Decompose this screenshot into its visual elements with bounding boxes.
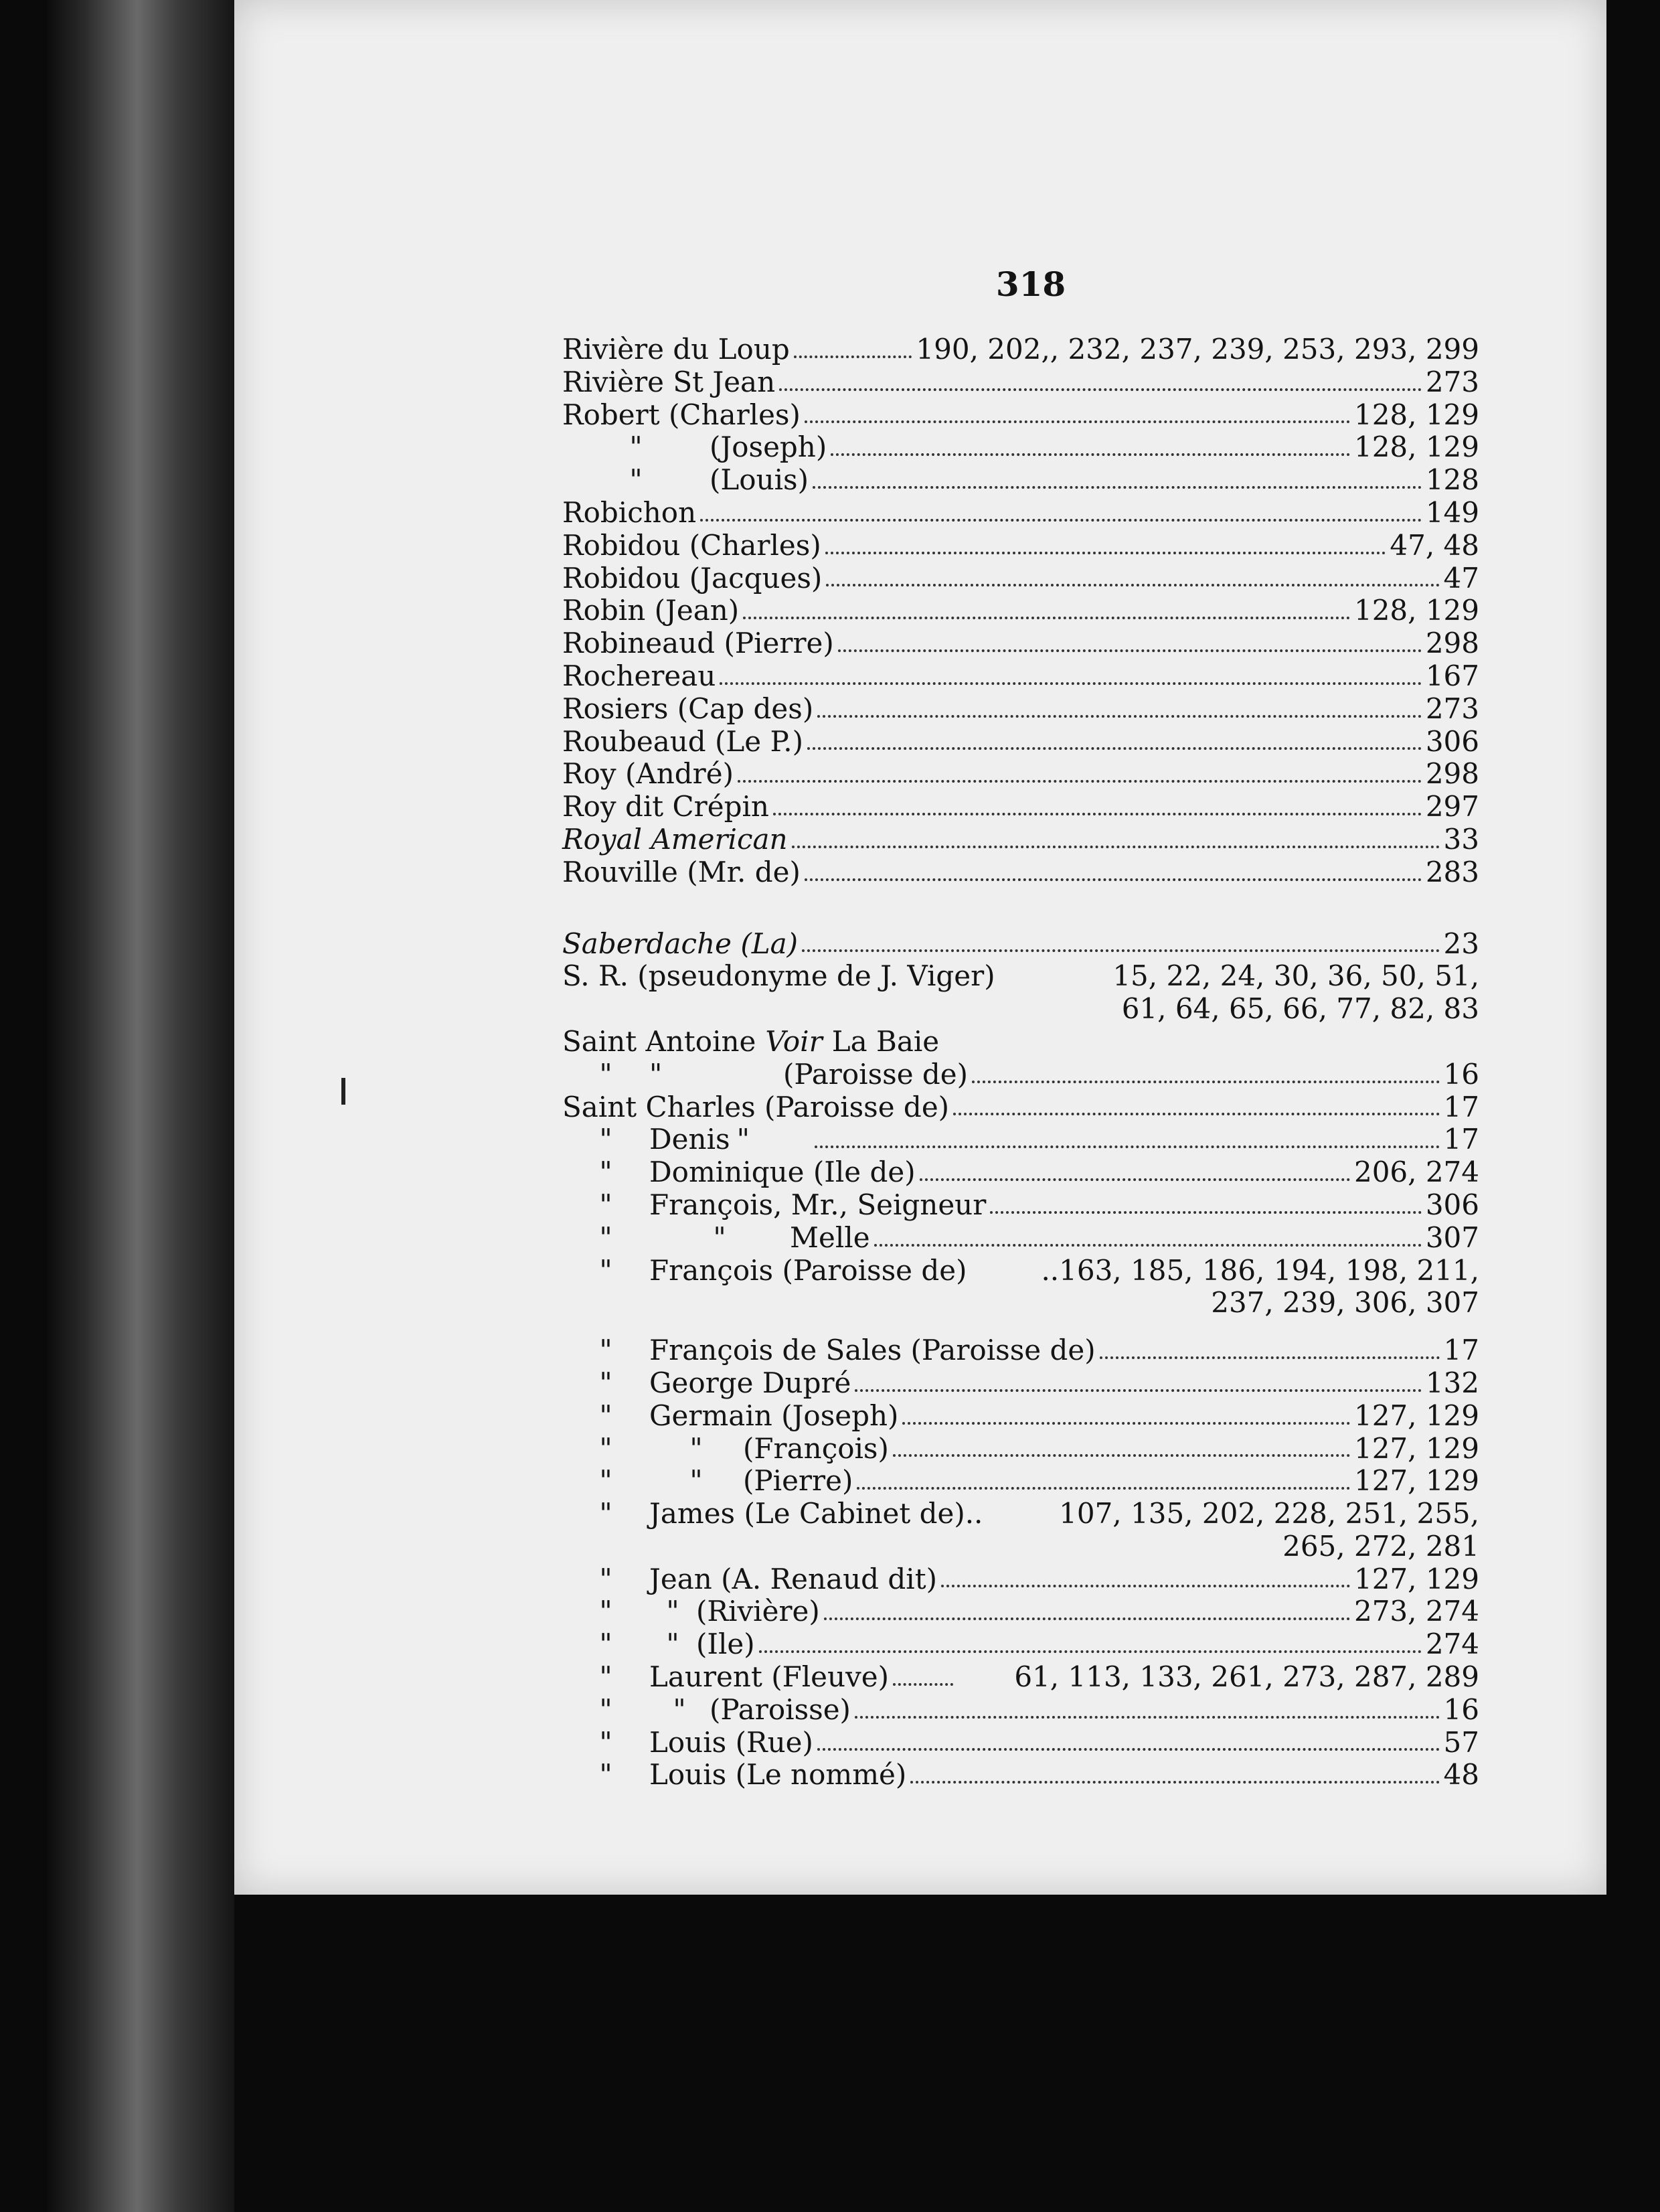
entry-name: Robidou (Charles) [562,528,821,562]
entry-name: Germain (Joseph) [649,1399,899,1432]
ditto-mark: " [599,1156,612,1189]
page-refs: 298 [1425,757,1479,791]
leader-dots [807,747,1422,750]
ditto-mark: " [599,1660,612,1694]
page-refs: 16 [1443,1057,1479,1091]
ditto-mark: " [689,1464,703,1498]
page-refs: 307 [1425,1220,1479,1254]
page-refs: 265, 272, 281 [1282,1529,1479,1563]
entry-name: Dominique (Ile de) [649,1156,916,1189]
entry-name: Denis [649,1123,730,1156]
leader-dots [824,1617,1350,1620]
ditto-mark: " [599,1057,612,1091]
entry-name: (Ile) [696,1628,755,1661]
leader-dots [972,1081,1440,1083]
index-entry [562,1433,1479,1466]
index-entry [562,960,1479,993]
ditto-mark: " [599,1464,612,1498]
index-entry [562,1759,1479,1792]
entry-name: (Paroisse de) [783,1057,969,1091]
leader-dots [805,420,1350,423]
entry-name: Rochereau [562,659,716,692]
ditto-mark: " [713,1220,726,1254]
leader-dots [825,552,1386,554]
entry-name: François (Paroisse de) [649,1253,967,1287]
index-entry [562,1222,1479,1255]
entry-name: Saint Charles (Paroisse de) [562,1090,950,1123]
index-entry [562,1498,1479,1530]
index-entry [562,1058,1479,1091]
entry-name: Rivière St Jean [562,365,776,398]
leader-dots [1100,1356,1440,1359]
entry-name: Roy (André) [562,757,734,791]
entry-name: Saberdache (La) [562,927,799,960]
index-entries [562,333,1479,1792]
page-refs: 47 [1443,561,1479,595]
ditto-mark: " [629,430,643,464]
index-entry [562,1465,1479,1498]
leader-dots [815,1146,1440,1148]
page-refs: 273 [1425,692,1479,725]
leader-dots [792,846,1440,848]
page-refs: 132 [1425,1366,1479,1399]
page-refs: 167 [1425,659,1479,692]
book-binding [47,0,234,2212]
entry-name: Louis (Rue) [649,1725,813,1759]
index-entry [562,1400,1479,1433]
page-refs: 206, 274 [1353,1156,1479,1189]
ditto-mark: " [649,1057,663,1091]
index-entry [562,1026,1479,1058]
ditto-mark: " [629,463,643,497]
entry-name: George Dupré [649,1366,851,1399]
index-entry [562,1255,1479,1287]
leader-dots [805,878,1422,881]
leader-dots [910,1781,1439,1784]
ditto-mark: " [599,1399,612,1432]
entry-name: (Rivière) [696,1595,820,1628]
page-refs: 237, 239, 306, 307 [1211,1286,1479,1320]
ditto-mark: " [689,1431,703,1465]
page-refs: 61, 113, 133, 261, 273, 287, 289 [1014,1660,1479,1694]
entry-name: Robidou (Jacques) [562,561,823,595]
leader-dots [759,1650,1422,1653]
entry-name: François, Mr., Seigneur [649,1188,987,1221]
entry-name: (Joseph) [710,430,827,464]
entry-name: Laurent (Fleuve) [649,1660,890,1694]
leader-dots [802,949,1440,952]
leader-dots [817,1748,1440,1751]
leader-dots [826,584,1439,586]
entry-name: Saint Antoine [562,1024,756,1058]
leader-dots [773,813,1422,815]
index-entry [562,1628,1479,1661]
entry-name: Roubeaud (Le P.) [562,724,803,758]
page-refs: 17 [1443,1334,1479,1367]
page-refs: 149 [1425,495,1479,529]
ditto-mark: " [599,1188,612,1221]
page-refs: 306 [1425,1188,1479,1221]
page-refs: 33 [1443,822,1479,856]
section-gap [562,889,1479,928]
page-refs: 297 [1425,790,1479,823]
page-refs: 273 [1425,365,1479,398]
page-refs: 274 [1425,1628,1479,1661]
entry-name: (Louis) [710,463,809,497]
page-number: 318 [995,264,1066,304]
entry-name: (François) [743,1431,889,1465]
entry-name: James (Le Cabinet de).. [649,1497,983,1530]
index-entry-continuation [562,1530,1479,1563]
ditto-mark: " [599,1497,612,1530]
index-entry [562,726,1479,759]
ditto-mark: " [599,1253,612,1287]
index-entry-continuation [562,1287,1479,1320]
leader-dots [838,649,1422,652]
page-refs: 17 [1443,1123,1479,1156]
page-refs: 128, 129 [1353,430,1479,464]
entry-name: Royal American [562,822,788,856]
ditto-mark: " [666,1595,679,1628]
see-target: La Baie [831,1024,940,1058]
index-entry [562,333,1479,366]
leader-dots [857,1487,1350,1490]
ditto-mark: " [666,1628,679,1661]
index-entry [562,1091,1479,1124]
ditto-mark: " [599,1334,612,1367]
index-entry [562,530,1479,562]
leader-dots [874,1244,1422,1247]
entry-name: Roy dit Crépin [562,790,769,823]
entry-name: Robert (Charles) [562,398,801,431]
entry-name: Robin (Jean) [562,594,740,627]
index-entry [562,399,1479,432]
ditto-mark: " [736,1123,750,1156]
index-entry [562,1123,1479,1156]
leader-dots [831,453,1350,456]
index-entry [562,1727,1479,1759]
page-refs: 273, 274 [1353,1595,1479,1628]
page-refs: 128 [1425,463,1479,497]
page-refs: ..163, 185, 186, 194, 198, 211, [1041,1253,1479,1287]
entry-name: Robichon [562,495,697,529]
index-entry [562,1367,1479,1400]
entry-name: Jean (A. Renaud dit) [649,1562,937,1595]
index-entry [562,627,1479,660]
page-refs: 190, 202,, 232, 237, 239, 253, 293, 299 [916,333,1479,366]
entry-name: Rouville (Mr. de) [562,855,801,888]
index-entry [562,431,1479,464]
entry-name: Rosiers (Cap des) [562,692,814,725]
leader-dots [941,1585,1350,1587]
index-entry [562,791,1479,823]
entry-name: Melle [790,1220,870,1254]
index-entry [562,366,1479,399]
ditto-mark: " [599,1123,612,1156]
ditto-mark: " [599,1692,612,1726]
page-refs: 57 [1443,1725,1479,1759]
ditto-mark: " [599,1431,612,1465]
index-entry [562,562,1479,595]
leader-dots [893,1454,1350,1457]
index-entry [562,1156,1479,1189]
leader-dots [902,1422,1350,1425]
page-refs: 23 [1443,927,1479,960]
leader-dots [855,1716,1440,1719]
page-refs: 298 [1425,627,1479,660]
index-entry-continuation [562,993,1479,1026]
index-entry [562,928,1479,961]
index-entry [562,1595,1479,1628]
ditto-mark: " [599,1220,612,1254]
index-entry [562,660,1479,693]
leader-dots [794,356,912,358]
page-refs: 306 [1425,724,1479,758]
entry-name: Robineaud (Pierre) [562,627,834,660]
entry-name: Rivière du Loup [562,333,790,366]
page-refs: 127, 129 [1353,1399,1479,1432]
leader-dots [743,617,1350,619]
ditto-mark: " [599,1562,612,1595]
leader-dots [700,519,1422,522]
index-entry [562,856,1479,889]
leader-dots [813,486,1422,489]
leader-dots [990,1211,1422,1214]
index-entry [562,497,1479,530]
page-refs: 127, 129 [1353,1431,1479,1465]
leader-dots [720,682,1421,685]
page-refs: 61, 64, 65, 66, 77, 82, 83 [1121,992,1479,1026]
stray-mark [341,1078,345,1105]
ditto-mark: " [599,1628,612,1661]
index-entry [562,823,1479,856]
see-reference: Voir [765,1024,823,1058]
index-entry [562,1334,1479,1367]
page-refs: 127, 129 [1353,1562,1479,1595]
leader-dots [855,1389,1421,1392]
ditto-mark: " [599,1595,612,1628]
index-entry [562,595,1479,627]
index-entry [562,1189,1479,1222]
leader-dots [920,1178,1350,1181]
leader-dots [738,780,1422,783]
page-refs: 16 [1443,1692,1479,1726]
ditto-mark: " [599,1725,612,1759]
leader-dots [779,388,1422,391]
leader-dots [893,1683,953,1686]
entry-name: (Paroisse) [710,1692,851,1726]
page-refs: 128, 129 [1353,594,1479,627]
leader-dots [817,715,1422,718]
ditto-mark: " [599,1758,612,1792]
index-entry [562,693,1479,726]
entry-name: S. R. (pseudonyme de J. Viger) [562,959,995,993]
entry-name: (Pierre) [743,1464,853,1498]
index-entry [562,464,1479,497]
ditto-mark: " [673,1692,686,1726]
section-gap [562,1320,1479,1334]
index-entry [562,758,1479,791]
entry-name: François de Sales (Paroisse de) [649,1334,1096,1367]
index-entry [562,1661,1479,1694]
page-refs: 128, 129 [1353,398,1479,431]
page-refs: 107, 135, 202, 228, 251, 255, [1059,1497,1479,1530]
index-entry [562,1694,1479,1727]
page-refs: 127, 129 [1353,1464,1479,1498]
page-refs: 48 [1443,1758,1479,1792]
entry-name: Louis (Le nommé) [649,1758,907,1792]
index-entry [562,1563,1479,1596]
leader-dots [953,1113,1439,1115]
page-refs: 15, 22, 24, 30, 36, 50, 51, [1112,959,1479,993]
ditto-mark: " [599,1366,612,1399]
page-refs: 17 [1443,1090,1479,1123]
page-refs: 47, 48 [1390,528,1479,562]
page-refs: 283 [1425,855,1479,888]
